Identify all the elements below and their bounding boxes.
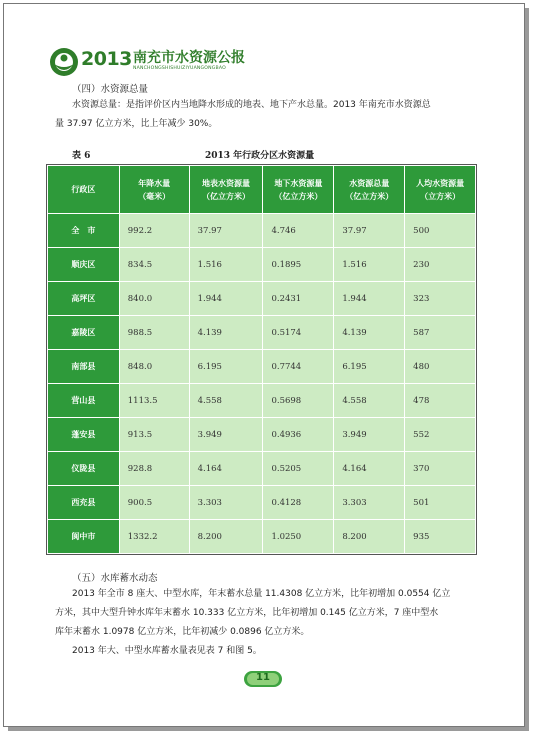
table-cell: 552: [405, 418, 476, 452]
row-region: 阆中市: [48, 520, 120, 554]
table-cell: 1.944: [189, 282, 263, 316]
table-row: [48, 350, 476, 384]
logo-title: 南充市水资源公报: [133, 50, 245, 66]
table-cell: 848.0: [119, 350, 189, 384]
table-cell: 1.516: [189, 248, 263, 282]
column-header: 水资源总量 （亿立方米）: [334, 166, 405, 214]
table-row: [48, 452, 476, 486]
table-cell: 230: [405, 248, 476, 282]
row-region: 高坪区: [48, 282, 120, 316]
table-row: [48, 384, 476, 418]
column-header: 人均水资源量 （立方米）: [405, 166, 476, 214]
logo-subtitle: NANCHONGSHISHUIZIYUANGONGBAO: [133, 66, 226, 71]
water-resources-table: [47, 165, 476, 554]
column-header: 地下水资源量 （亿立方米）: [263, 166, 334, 214]
paragraph-line: 2013 年全市 8 座大、中型水库，年末蓄水总量 11.4308 亿立方米，比年初增加 0.0554 亿立: [72, 589, 451, 599]
row-region: 南部县: [48, 350, 120, 384]
table-row: [48, 520, 476, 554]
table-cell: 0.2431: [263, 282, 334, 316]
table-cell: 928.8: [119, 452, 189, 486]
paragraph: [55, 585, 477, 661]
table-cell: 4.746: [263, 214, 334, 248]
table-cell: 4.558: [334, 384, 405, 418]
column-header: 行政区: [48, 166, 120, 214]
table-cell: 4.164: [189, 452, 263, 486]
row-region: 蓬安县: [48, 418, 120, 452]
table-cell: 1.0250: [263, 520, 334, 554]
table-cell: 1.516: [334, 248, 405, 282]
table-cell: 0.5698: [263, 384, 334, 418]
table-cell: 4.164: [334, 452, 405, 486]
section-heading: （五）水库蓄水动态: [72, 573, 158, 584]
table-cell: 992.2: [119, 214, 189, 248]
row-region: 顺庆区: [48, 248, 120, 282]
table-cell: 1113.5: [119, 384, 189, 418]
table-row: [48, 486, 476, 520]
table-cell: 0.5174: [263, 316, 334, 350]
table-cell: 3.949: [334, 418, 405, 452]
table-cell: 6.195: [189, 350, 263, 384]
table-label: 表 6: [72, 151, 91, 161]
report-logo: [48, 44, 278, 80]
column-header: 年降水量 （毫米）: [119, 166, 189, 214]
table-cell: 370: [405, 452, 476, 486]
table-cell: 0.5205: [263, 452, 334, 486]
table-cell: 1.944: [334, 282, 405, 316]
table-cell: 8.200: [189, 520, 263, 554]
table-cell: 500: [405, 214, 476, 248]
table-cell: 478: [405, 384, 476, 418]
table-cell: 8.200: [334, 520, 405, 554]
table-cell: 37.97: [334, 214, 405, 248]
table-cell: 0.7744: [263, 350, 334, 384]
table-cell: 6.195: [334, 350, 405, 384]
table-cell: 323: [405, 282, 476, 316]
table-cell: 3.949: [189, 418, 263, 452]
paragraph-line: 方米，其中大型升钟水库年末蓄水 10.333 亿立方米，比年初增加 0.145 亿立方米，7 座中型水: [55, 608, 439, 618]
page-number: 11: [256, 672, 270, 683]
table-cell: 900.5: [119, 486, 189, 520]
logo-year: 2013: [81, 48, 132, 70]
table-title: 2013 年行政分区水资源量: [205, 151, 315, 161]
table-row: [48, 316, 476, 350]
table-cell: 37.97: [189, 214, 263, 248]
table-row: [48, 214, 476, 248]
column-header: 地表水资源量 （亿立方米）: [189, 166, 263, 214]
table-cell: 0.1895: [263, 248, 334, 282]
table-cell: 4.558: [189, 384, 263, 418]
row-region: 全 市: [48, 214, 120, 248]
row-region: 仪陇县: [48, 452, 120, 486]
page-number-badge: [244, 671, 282, 687]
table-row: [48, 248, 476, 282]
logo-emblem-icon: [48, 46, 80, 78]
paragraph-line: 库年末蓄水 1.0978 亿立方米，比年初减少 0.0896 亿立方米。: [55, 627, 310, 637]
table-cell: 501: [405, 486, 476, 520]
paragraph-line: 2013 年大、中型水库蓄水量表见表 7 和图 5。: [72, 646, 262, 656]
row-region: 营山县: [48, 384, 120, 418]
table-cell: 587: [405, 316, 476, 350]
table-cell: 1332.2: [119, 520, 189, 554]
table-cell: 913.5: [119, 418, 189, 452]
table-row: [48, 282, 476, 316]
table-cell: 840.0: [119, 282, 189, 316]
paragraph-line: 水资源总量：是指评价区内当地降水形成的地表、地下产水总量。2013 年南充市水资源总: [72, 100, 431, 110]
table-cell: 0.4128: [263, 486, 334, 520]
paragraph: [55, 96, 477, 134]
table-header-row: [48, 166, 476, 214]
row-region: 西充县: [48, 486, 120, 520]
section-heading: （四）水资源总量: [72, 84, 149, 95]
table-cell: 3.303: [189, 486, 263, 520]
table-row: [48, 418, 476, 452]
table-cell: 480: [405, 350, 476, 384]
table-cell: 935: [405, 520, 476, 554]
row-region: 嘉陵区: [48, 316, 120, 350]
table-cell: 4.139: [334, 316, 405, 350]
table-cell: 834.5: [119, 248, 189, 282]
paragraph-line: 量 37.97 亿立方米，比上年减少 30%。: [55, 119, 218, 129]
table-cell: 4.139: [189, 316, 263, 350]
table-cell: 3.303: [334, 486, 405, 520]
table-cell: 988.5: [119, 316, 189, 350]
table-cell: 0.4936: [263, 418, 334, 452]
